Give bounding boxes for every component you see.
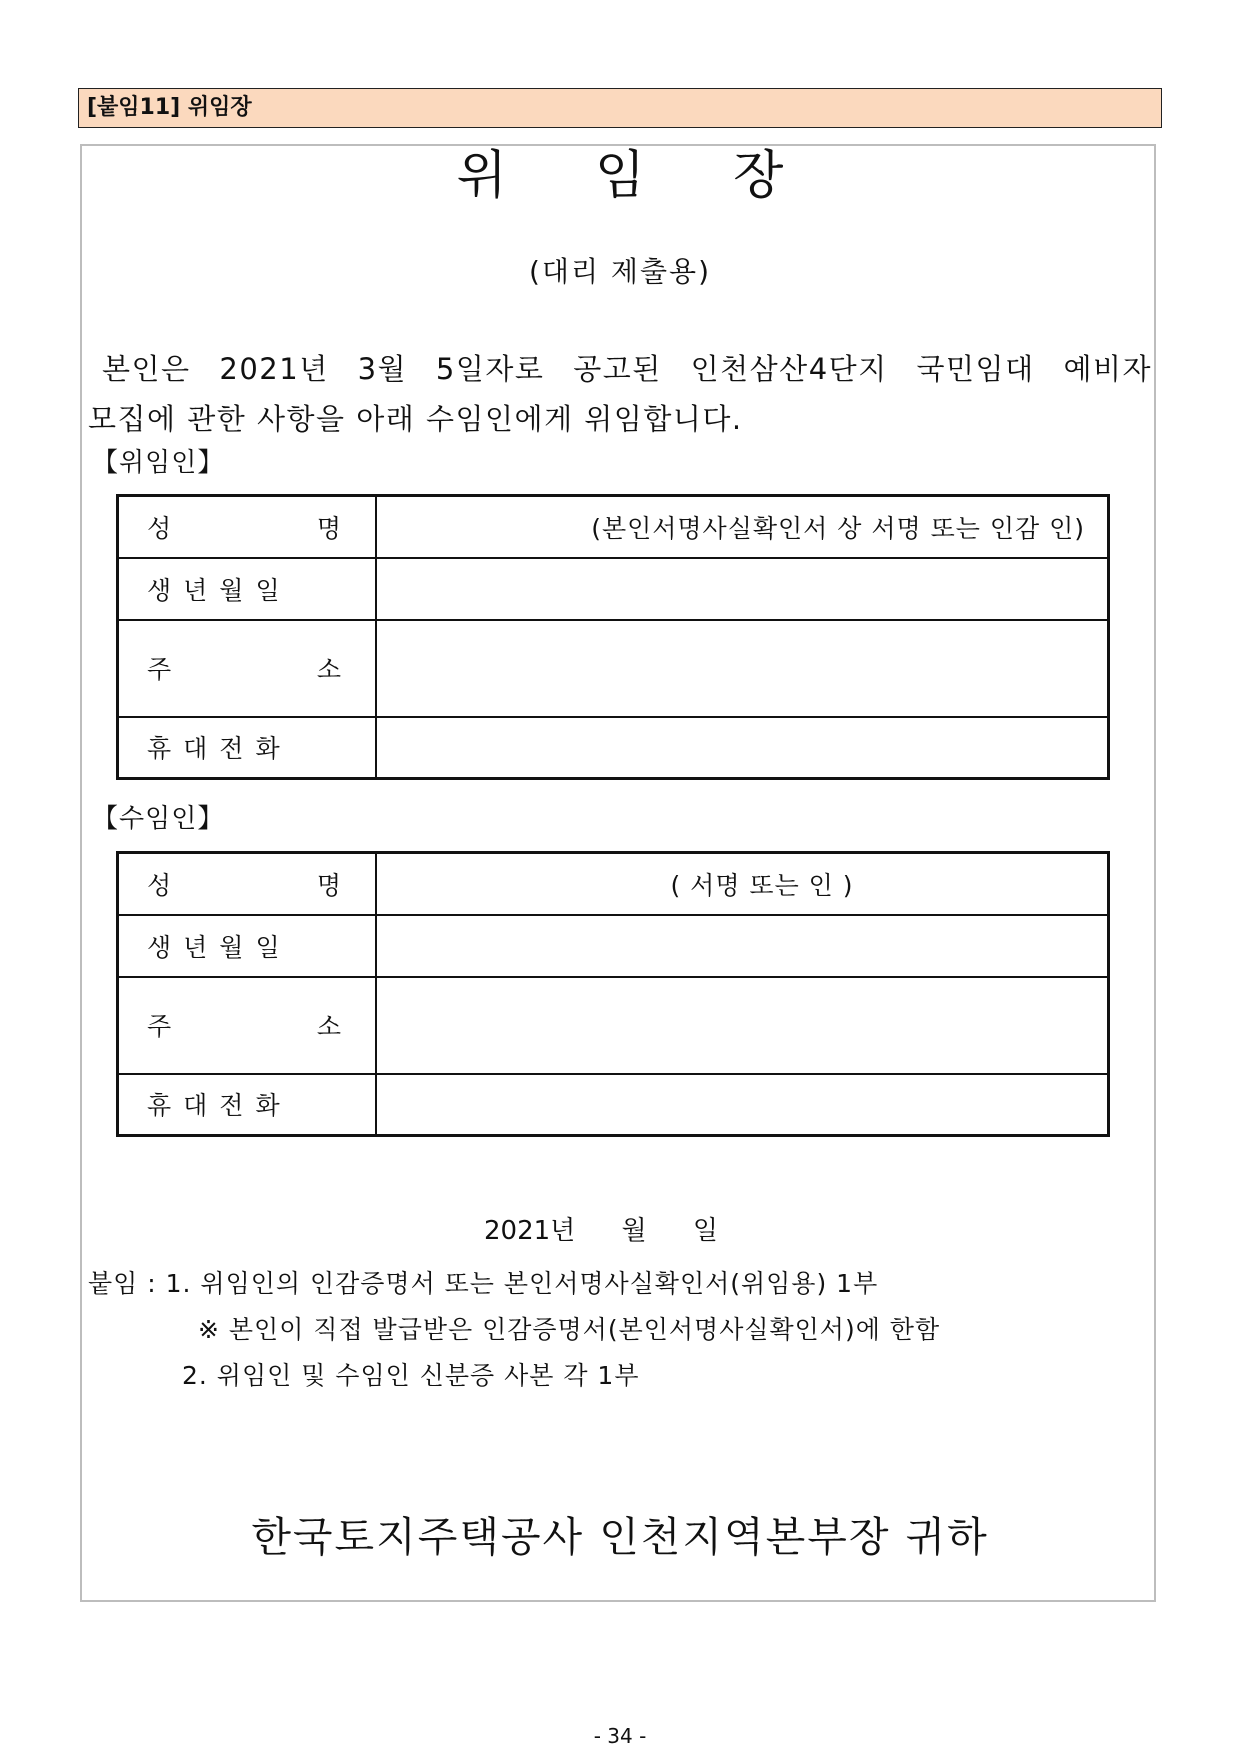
name-label-char-2: 명 [316,870,347,900]
address-label-char-1: 주 [147,655,178,684]
delegator-section-label: 【위임인】 [92,448,225,478]
delegator-name-label [118,496,377,558]
address-label-char-2: 소 [316,1012,347,1041]
delegator-phone-row [118,717,1109,779]
delegator-address-label [118,620,377,717]
attachment-header [78,88,1162,128]
document-subtitle: (대리 제출용) [529,255,711,288]
delegation-statement [88,344,1152,444]
delegate-birth-field[interactable] [376,915,1109,977]
delegate-name-row [118,853,1109,915]
attachment-note: ※ 본인이 직접 발급받은 인감증명서(본인서명사실확인서)에 한함 [198,1315,941,1344]
delegate-name-label [118,853,377,915]
signature-date: 2021년 월 일 [484,1216,719,1246]
delegate-birth-row [118,915,1109,977]
attachment-line-1: 붙임 : 1. 위임인의 인감증명서 또는 본인서명사실확인서(위임용) 1부 [88,1269,879,1298]
delegator-phone-label: 휴대전화 [118,717,377,779]
delegator-name-field[interactable]: (본인서명사실확인서 상 서명 또는 인감 인) [376,496,1109,558]
delegate-address-field[interactable] [376,977,1109,1074]
delegator-birth-label: 생년월일 [118,558,377,620]
delegator-address-field[interactable] [376,620,1109,717]
delegate-section-label: 【수임인】 [92,804,225,834]
name-label-char-1: 성 [147,513,178,543]
delegator-name-row [118,496,1109,558]
name-label-char-1: 성 [147,870,178,900]
delegator-birth-row [118,558,1109,620]
delegate-name-field[interactable]: ( 서명 또는 인 ) [376,853,1109,915]
document-title: 위임장 [456,146,872,206]
delegator-birth-field[interactable] [376,558,1109,620]
address-label-char-2: 소 [316,655,347,684]
delegate-birth-label: 생년월일 [118,915,377,977]
address-label-char-1: 주 [147,1012,178,1041]
page-number: - 34 - [593,1724,647,1748]
attachment-line-2: 2. 위임인 및 수임인 신분증 사본 각 1부 [182,1361,640,1390]
attachment-header-label: [붙임11] 위임장 [87,95,252,120]
delegator-phone-field[interactable] [376,717,1109,779]
delegate-address-label [118,977,377,1074]
delegator-address-row [118,620,1109,717]
statement-line-1: 본인은 2021년 3월 5일자로 공고된 인천삼산4단지 국민임대 예비자 [102,352,1152,386]
delegator-table [116,494,1110,780]
delegate-address-row [118,977,1109,1074]
addressee: 한국토지주택공사 인천지역본부장 귀하 [251,1513,989,1561]
name-label-char-2: 명 [316,513,347,543]
delegate-phone-row [118,1074,1109,1136]
statement-line-2: 모집에 관한 사항을 아래 수임인에게 위임합니다. [88,402,743,436]
delegate-phone-label: 휴대전화 [118,1074,377,1136]
delegate-table [116,851,1110,1137]
delegate-phone-field[interactable] [376,1074,1109,1136]
